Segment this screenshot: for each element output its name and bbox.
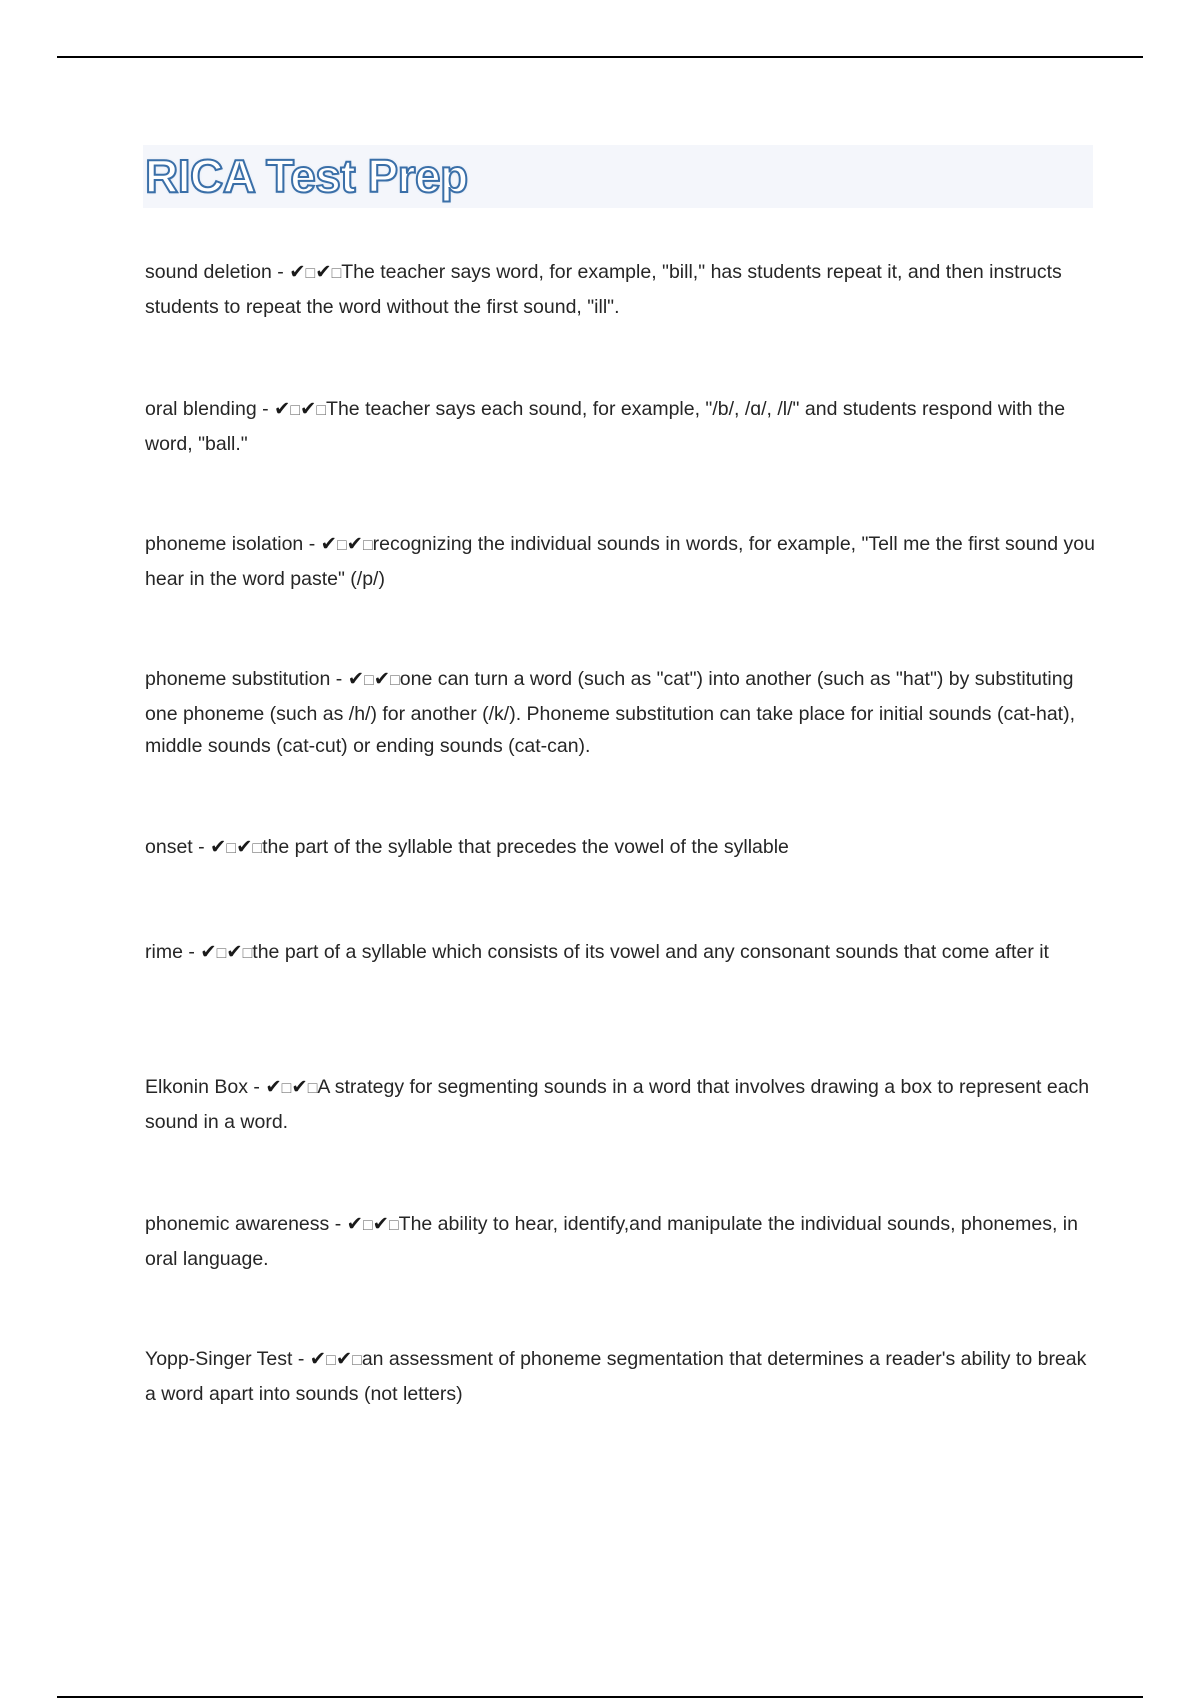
entry-definition: an assessment of phoneme segmentation that determines a reader's ability to break a word apart into sounds (not letters) <box>145 1348 1087 1405</box>
box-icon: □ <box>316 402 327 419</box>
entry-term: phonemic awareness <box>145 1213 330 1235</box>
box-icon: □ <box>352 1352 362 1369</box>
box-icon: □ <box>364 672 374 689</box>
box-icon: □ <box>290 402 301 419</box>
entry-definition: one can turn a word (such as "cat") into another (such as "hat") by substituting one phoneme (such as /h/) for another (/k/). Phoneme substitution can take place for initial sounds (cat-hat), middle sounds (cat-cut) or ending sounds (cat-can). <box>145 668 1075 757</box>
entry-term: Elkonin Box <box>145 1076 248 1098</box>
header-rule <box>57 56 1143 58</box>
check-icon: ✔ <box>289 261 306 283</box>
check-icon: ✔ <box>309 1348 327 1370</box>
entry-term: sound deletion <box>145 261 272 283</box>
entry-term: phoneme substitution <box>145 668 331 690</box>
page-title: RICA Test Prep <box>145 150 468 202</box>
entry-definition: recognizing the individual sounds in words, for example, "Tell me the first sound you hear in the word paste" (/p/) <box>145 533 1095 590</box>
check-icon: ✔ <box>315 261 332 283</box>
box-icon: □ <box>252 840 263 857</box>
entry-elkonin-box: Elkonin Box - ✔□✔□A strategy for segmenting sounds in a word that involves drawing a box to represent each sound in a word. <box>145 1076 1090 1133</box>
entry-oral-blending: oral blending - ✔□✔□The teacher says each sound, for example, "/b/, /ɑ/, /l/" and students respond with the word, "ball." <box>145 398 1066 455</box>
check-icon: ✔ <box>346 1213 363 1235</box>
box-icon: □ <box>390 672 400 689</box>
entry-rime: rime - ✔□✔□the part of a syllable which consists of its vowel and any consonant sounds that come after it <box>145 941 1049 963</box>
footer-rule <box>57 1696 1143 1698</box>
entry-definition: the part of a syllable which consists of its vowel and any consonant sounds that come after it <box>252 941 1049 963</box>
check-icon: ✔ <box>265 1076 282 1098</box>
check-icon: ✔ <box>347 668 365 690</box>
check-icon: ✔ <box>346 533 363 555</box>
box-icon: □ <box>226 840 237 857</box>
box-icon: □ <box>388 1217 399 1234</box>
box-icon: □ <box>362 1217 373 1234</box>
entry-sound-deletion: sound deletion - ✔□✔□The teacher says word, for example, "bill," has students repeat it, and then instructs students to repeat the word without the first sound, "ill". <box>145 261 1062 318</box>
entry-phonemic-awareness: phonemic awareness - ✔□✔□The ability to hear, identify,and manipulate the individual sounds, phonemes, in oral language. <box>145 1213 1078 1270</box>
entry-definition: The teacher says word, for example, "bill," has students repeat it, and then instructs students to repeat the word without the first sound, "ill". <box>145 261 1062 318</box>
entry-phoneme-isolation: phoneme isolation - ✔□✔□recognizing the individual sounds in words, for example, "Tell me the first sound you hear in the word paste" (/p/) <box>145 533 1095 590</box>
check-icon: ✔ <box>300 398 317 420</box>
box-icon: □ <box>331 265 342 282</box>
entry-term: onset <box>145 836 193 858</box>
entry-term: rime <box>145 941 183 963</box>
entry-onset: onset - ✔□✔□the part of the syllable that precedes the vowel of the syllable <box>145 836 789 858</box>
entry-yopp-singer-test: Yopp-Singer Test - ✔□✔□an assessment of phoneme segmentation that determines a reader's ability to break a word apart into sounds (not letters) <box>145 1348 1087 1405</box>
title-banner <box>143 145 1093 208</box>
box-icon: □ <box>307 1080 318 1097</box>
check-icon: ✔ <box>291 1076 308 1098</box>
entry-definition: The teacher says each sound, for example, "/b/, /ɑ/, /l/" and students respond with the word, "ball." <box>145 398 1066 455</box>
entry-term: oral blending <box>145 398 257 420</box>
check-icon: ✔ <box>320 533 337 555</box>
box-icon: □ <box>336 537 347 554</box>
check-icon: ✔ <box>372 1213 389 1235</box>
check-icon: ✔ <box>236 836 253 858</box>
box-icon: □ <box>242 945 253 962</box>
entry-definition: the part of the syllable that precedes the vowel of the syllable <box>262 836 789 858</box>
check-icon: ✔ <box>226 941 243 963</box>
box-icon: □ <box>305 265 316 282</box>
box-icon: □ <box>281 1080 292 1097</box>
entry-definition: The ability to hear, identify,and manipulate the individual sounds, phonemes, in oral language. <box>145 1213 1078 1270</box>
check-icon: ✔ <box>200 941 217 963</box>
entry-term: phoneme isolation <box>145 533 304 555</box>
box-icon: □ <box>326 1352 336 1369</box>
entry-phoneme-substitution: phoneme substitution - ✔□✔□one can turn a word (such as "cat") into another (such as "hat") by substituting one phoneme (such as /h/) for another (/k/). Phoneme substitution can take place for initial sounds (cat-hat), middle sounds (cat-cut) or ending sounds (cat-can). <box>145 668 1075 757</box>
entry-definition: A strategy for segmenting sounds in a word that involves drawing a box to represent each sound in a word. <box>145 1076 1090 1133</box>
check-icon: ✔ <box>373 668 391 690</box>
entry-term: Yopp-Singer Test <box>145 1348 293 1370</box>
check-icon: ✔ <box>274 398 291 420</box>
box-icon: □ <box>216 945 227 962</box>
check-icon: ✔ <box>210 836 227 858</box>
box-icon: □ <box>362 537 373 554</box>
check-icon: ✔ <box>335 1348 353 1370</box>
